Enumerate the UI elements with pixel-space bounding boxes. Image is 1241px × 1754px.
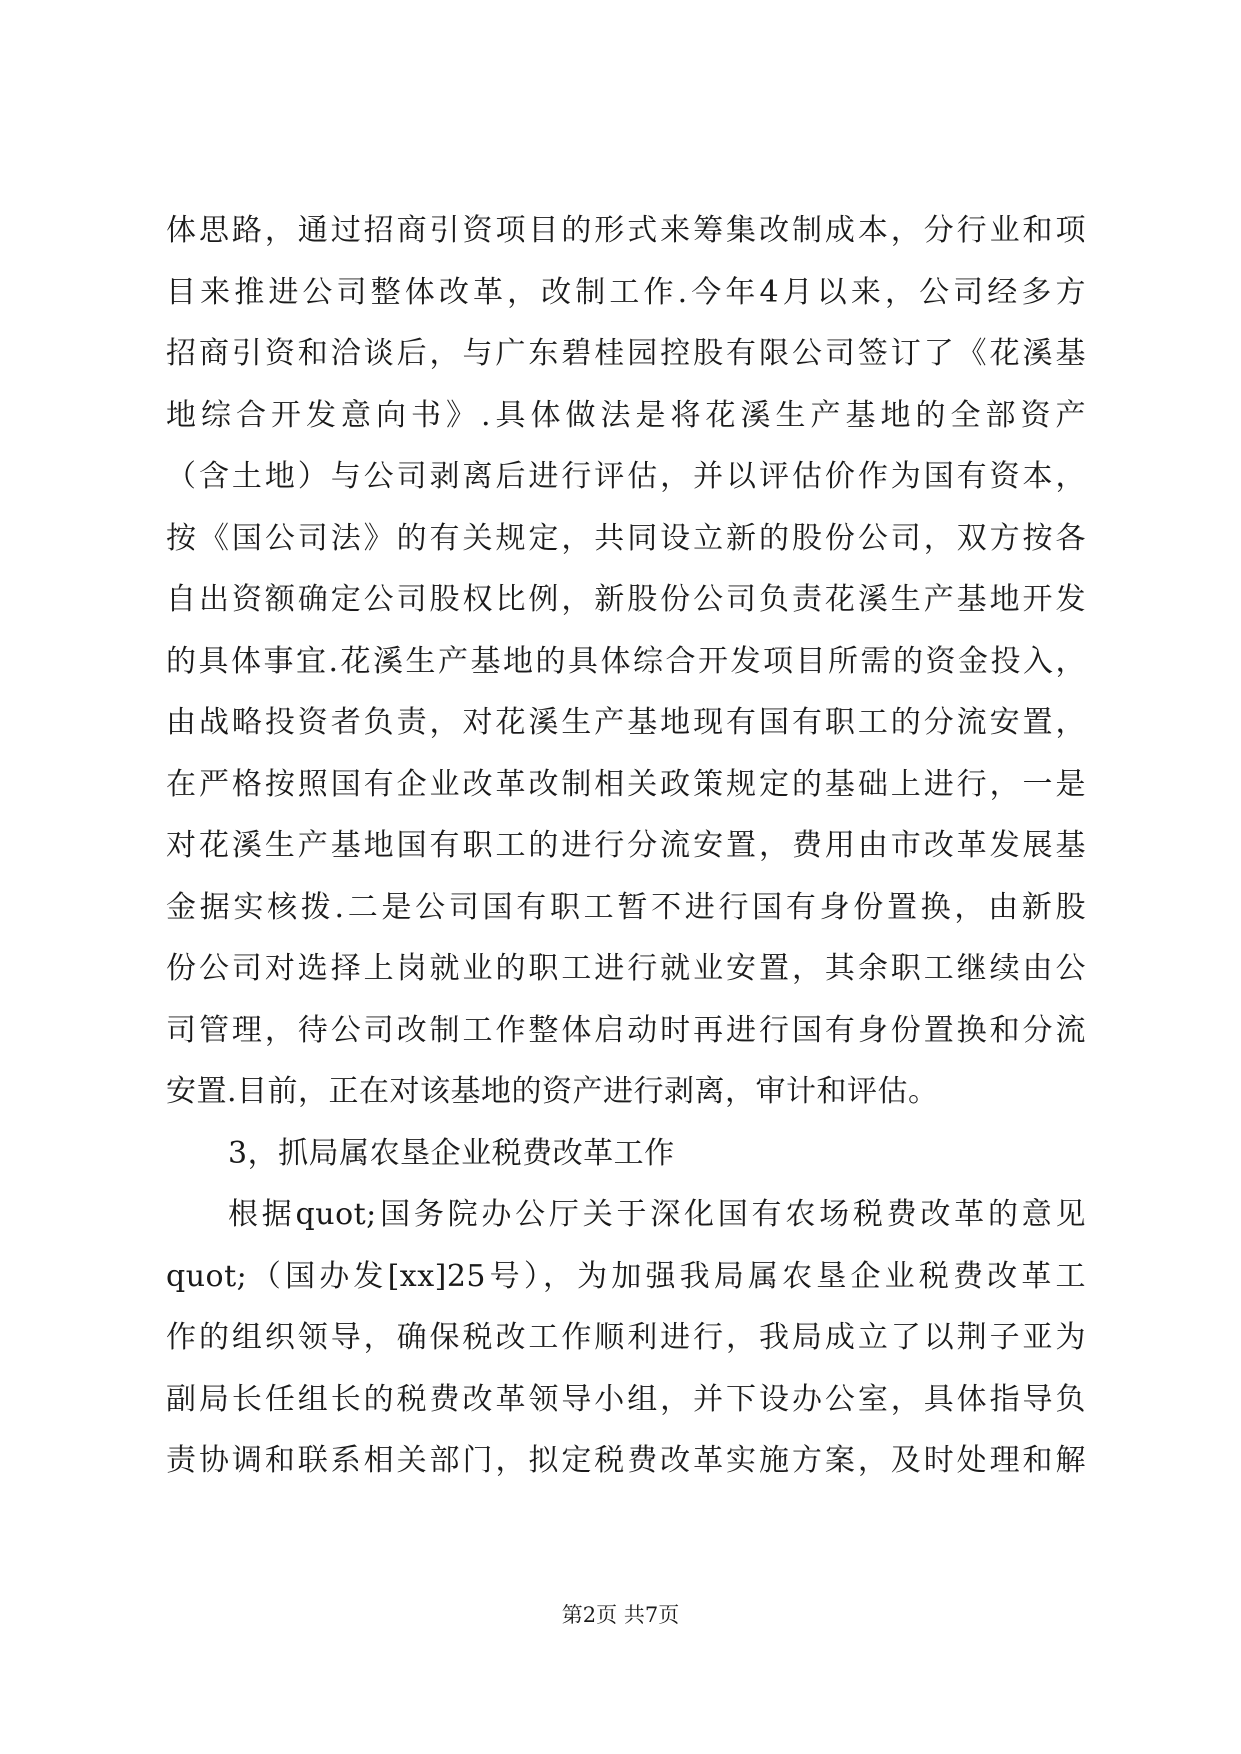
body-line: 作的组织领导，确保税改工作顺利进行，我局成立了以荆子亚为 [166, 1320, 1086, 1355]
body-line: 责协调和联系相关部门，拟定税费改革实施方案，及时处理和解 [166, 1443, 1086, 1478]
body-line: 份公司对选择上岗就业的职工进行就业安置，其余职工继续由公 [166, 951, 1086, 986]
body-line: 司管理，待公司改制工作整体启动时再进行国有身份置换和分流 [166, 1012, 1086, 1048]
body-line: 自出资额确定公司股权比例，新股份公司负责花溪生产基地开发 [166, 582, 1086, 617]
section-heading: 3，抓局属农垦企业税费改革工作 [228, 1135, 675, 1171]
body-line: 根据quot;国务院办公厅关于深化国有农场税费改革的意见 [228, 1197, 1086, 1232]
body-line: 安置.目前，正在对该基地的资产进行剥离，审计和评估。 [166, 1074, 939, 1109]
body-line: 在严格按照国有企业改革改制相关政策规定的基础上进行，一是 [166, 766, 1086, 802]
body-line: 对花溪生产基地国有职工的进行分流安置，费用由市改革发展基 [166, 828, 1086, 863]
body-line: 体思路，通过招商引资项目的形式来筹集改制成本，分行业和项 [166, 213, 1086, 248]
body-line: 地综合开发意向书》.具体做法是将花溪生产基地的全部资产 [166, 397, 1086, 433]
body-line: 金据实核拨.二是公司国有职工暂不进行国有身份置换，由新股 [166, 889, 1086, 925]
body-line: 由战略投资者负责，对花溪生产基地现有国有职工的分流安置， [166, 705, 1086, 740]
body-line: 招商引资和洽谈后，与广东碧桂园控股有限公司签订了《花溪基 [166, 336, 1086, 371]
document-body [166, 200, 1086, 1492]
body-line: 的具体事宜.花溪生产基地的具体综合开发项目所需的资金投入， [166, 643, 1086, 679]
body-line: 副局长任组长的税费改革领导小组，并下设办公室，具体指导负 [166, 1381, 1086, 1417]
body-line: 按《国公司法》的有关规定，共同设立新的股份公司，双方按各 [166, 520, 1086, 556]
body-line: quot;（国办发[xx]25号），为加强我局属农垦企业税费改革工 [166, 1258, 1086, 1294]
page-number-footer: 第2页 共7页 [561, 1603, 680, 1627]
body-line: （含土地）与公司剥离后进行评估，并以评估价作为国有资本， [166, 459, 1086, 494]
body-line: 目来推进公司整体改革，改制工作.今年4月以来，公司经多方 [166, 274, 1086, 310]
